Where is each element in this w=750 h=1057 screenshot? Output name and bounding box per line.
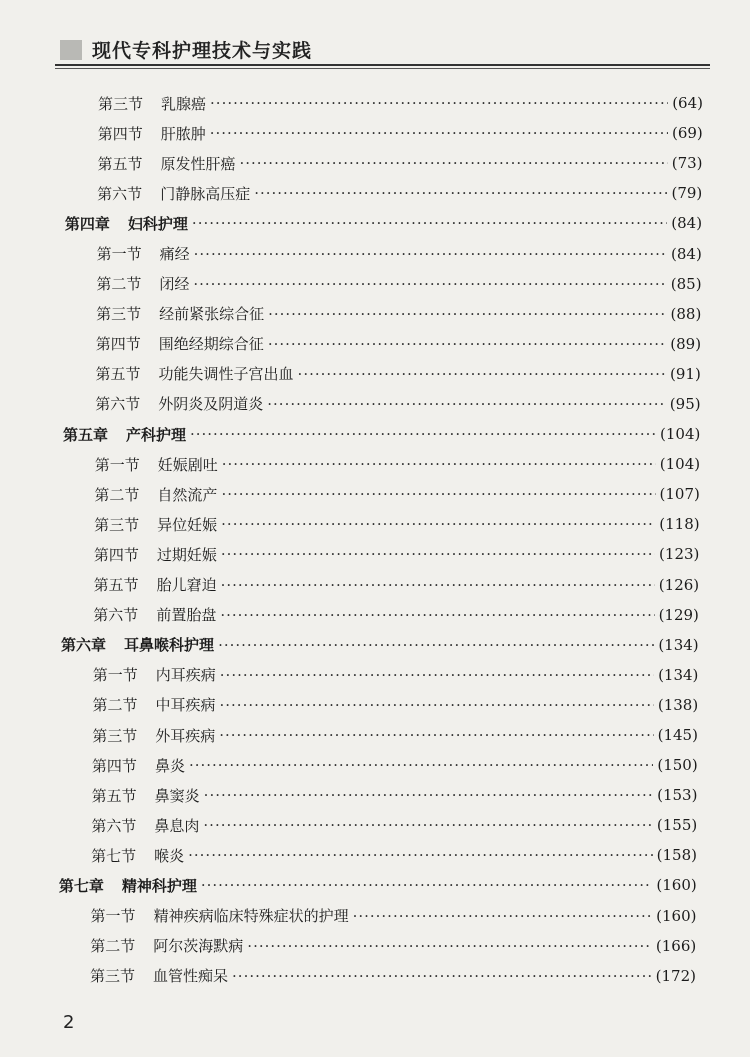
chapter-title: 妇科护理	[127, 214, 188, 233]
toc-section-row	[0, 660, 750, 690]
section-label: 第五节	[93, 576, 139, 595]
page-ref: (104)	[659, 455, 701, 474]
dot-leader	[221, 576, 655, 594]
dot-leader	[220, 606, 654, 624]
toc-section-row	[0, 479, 750, 509]
toc-section-row	[0, 509, 750, 539]
section-title: 鼻窦炎	[154, 786, 200, 805]
toc-section-row	[0, 600, 750, 630]
section-label: 第四节	[97, 124, 143, 143]
section-title: 乳腺癌	[161, 94, 207, 113]
section-title: 喉炎	[154, 846, 185, 865]
header-rule-thin	[55, 68, 710, 69]
dot-leader	[203, 816, 652, 834]
section-title: 过期妊娠	[156, 545, 217, 564]
toc-section-row	[0, 961, 750, 991]
page-ref: (158)	[656, 846, 697, 865]
book-title: 现代专科护理技术与实践	[92, 40, 313, 62]
section-title: 妊娠剧吐	[157, 455, 218, 474]
dot-leader	[221, 515, 655, 533]
dot-leader	[353, 907, 653, 925]
section-label: 第四节	[93, 545, 139, 564]
section-label: 第一节	[90, 907, 136, 926]
dot-leader	[268, 305, 666, 323]
section-label: 第六节	[91, 816, 137, 835]
section-label: 第三节	[96, 305, 142, 324]
toc-section-row	[0, 148, 750, 178]
toc-section-row	[0, 750, 750, 780]
page-ref: (107)	[659, 485, 700, 504]
section-title: 围绝经期综合征	[158, 335, 264, 354]
section-label: 第三节	[94, 515, 140, 534]
section-title: 门静脉高压症	[160, 184, 251, 203]
page-ref: (69)	[671, 124, 703, 143]
section-label: 第二节	[90, 937, 136, 956]
dot-leader	[254, 184, 667, 202]
section-title: 功能失调性子宫出血	[158, 365, 294, 384]
section-title: 自然流产	[157, 485, 218, 504]
section-title: 外耳疾病	[155, 726, 216, 745]
section-label: 第五节	[95, 365, 141, 384]
toc-section-row	[0, 269, 750, 299]
table-of-contents	[0, 88, 750, 991]
toc-section-row	[0, 178, 750, 208]
section-title: 血管性痴呆	[153, 967, 229, 986]
page-ref: (85)	[670, 274, 702, 293]
page-ref: (104)	[660, 425, 701, 444]
dot-leader	[267, 395, 666, 413]
section-title: 鼻炎	[154, 756, 185, 775]
page-number: 2	[63, 1012, 75, 1033]
dot-leader	[232, 967, 652, 985]
section-label: 第一节	[92, 666, 138, 685]
dot-leader	[298, 365, 666, 383]
toc-section-row	[0, 539, 750, 569]
dot-leader	[194, 245, 667, 263]
section-title: 原发性肝癌	[160, 154, 236, 173]
section-title: 内耳疾病	[155, 666, 216, 685]
section-label: 第二节	[96, 275, 142, 294]
section-title: 经前紧张综合征	[159, 305, 265, 324]
chapter-label: 第五章	[62, 425, 108, 444]
page-ref: (126)	[658, 575, 700, 594]
section-label: 第六节	[95, 395, 141, 414]
section-title: 精神疾病临床特殊症状的护理	[153, 907, 349, 926]
dot-leader	[204, 786, 653, 804]
toc-chapter-row	[0, 630, 750, 660]
page-ref: (95)	[669, 394, 701, 413]
section-label: 第六节	[93, 606, 139, 625]
page-ref: (73)	[671, 154, 703, 173]
page-ref: (79)	[671, 184, 703, 203]
toc-section-row	[0, 299, 750, 329]
dot-leader	[219, 726, 653, 744]
section-label: 第五节	[97, 154, 143, 173]
toc-section-row	[0, 88, 750, 118]
page-ref: (172)	[655, 966, 696, 985]
toc-section-row	[0, 329, 750, 359]
dot-leader	[218, 636, 654, 654]
section-label: 第七节	[91, 846, 137, 865]
toc-section-row	[0, 389, 750, 419]
page-ref: (134)	[658, 665, 699, 684]
section-label: 第四节	[91, 756, 137, 775]
dot-leader	[192, 214, 667, 232]
dot-leader	[188, 846, 653, 864]
toc-section-row	[0, 359, 750, 389]
dot-leader	[220, 696, 654, 714]
page-ref: (84)	[671, 244, 702, 263]
dot-leader	[210, 124, 668, 142]
toc-section-row	[0, 840, 750, 870]
section-title: 中耳疾病	[155, 696, 216, 715]
toc-chapter-row	[0, 870, 750, 900]
section-label: 第二节	[94, 485, 140, 504]
header-decor-block	[60, 40, 82, 60]
toc-section-row	[0, 690, 750, 720]
toc-section-row	[0, 449, 750, 479]
section-label: 第三节	[98, 94, 144, 113]
dot-leader	[247, 937, 652, 955]
page-ref: (150)	[657, 756, 698, 775]
dot-leader	[189, 756, 653, 774]
dot-leader	[210, 94, 668, 112]
toc-chapter-row	[0, 419, 750, 449]
section-title: 闭经	[159, 275, 190, 294]
section-label: 第三节	[92, 726, 138, 745]
page-ref: (138)	[657, 695, 699, 714]
toc-section-row	[0, 570, 750, 600]
header-rule	[55, 64, 710, 66]
section-title: 异位妊娠	[157, 515, 218, 534]
toc-section-row	[0, 238, 750, 268]
section-label: 第三节	[90, 967, 136, 986]
dot-leader	[201, 876, 653, 894]
section-title: 肝脓肿	[160, 124, 206, 143]
section-title: 外阴炎及阴道炎	[158, 395, 264, 414]
page-ref: (153)	[657, 786, 698, 805]
toc-section-row	[0, 780, 750, 810]
section-title: 前置胎盘	[156, 606, 217, 625]
page-ref: (89)	[670, 334, 702, 353]
page-ref: (160)	[656, 906, 697, 925]
page-ref: (145)	[657, 726, 698, 745]
section-title: 阿尔茨海默病	[153, 937, 244, 956]
page-ref: (88)	[670, 304, 702, 323]
chapter-title: 精神科护理	[121, 876, 197, 895]
dot-leader	[268, 335, 666, 353]
running-header	[0, 0, 750, 70]
section-title: 痛经	[159, 245, 190, 264]
toc-section-row	[0, 931, 750, 961]
section-label: 第五节	[91, 786, 137, 805]
toc-section-row	[0, 810, 750, 840]
chapter-title: 产科护理	[125, 425, 186, 444]
chapter-label: 第六章	[61, 636, 107, 655]
dot-leader	[193, 275, 666, 293]
toc-section-row	[0, 901, 750, 931]
page-ref: (160)	[656, 876, 697, 895]
page-ref: (91)	[670, 364, 701, 383]
page-ref: (155)	[656, 816, 698, 835]
section-title: 鼻息肉	[154, 816, 200, 835]
page-ref: (166)	[655, 936, 697, 955]
page-ref: (129)	[658, 605, 699, 624]
page-ref: (118)	[659, 515, 700, 534]
section-label: 第一节	[96, 245, 142, 264]
section-label: 第四节	[95, 335, 141, 354]
toc-chapter-row	[0, 208, 750, 238]
section-label: 第二节	[92, 696, 138, 715]
page-ref: (64)	[672, 94, 703, 113]
section-label: 第六节	[97, 184, 143, 203]
page-ref: (134)	[658, 635, 699, 654]
page-ref: (123)	[659, 545, 700, 564]
chapter-title: 耳鼻喉科护理	[124, 636, 215, 655]
dot-leader	[222, 455, 656, 473]
dot-leader	[220, 666, 654, 684]
section-title: 胎儿窘迫	[156, 576, 217, 595]
toc-section-row	[0, 118, 750, 148]
dot-leader	[221, 545, 655, 563]
dot-leader	[239, 154, 667, 172]
chapter-label: 第四章	[64, 214, 110, 233]
dot-leader	[221, 485, 655, 503]
chapter-label: 第七章	[58, 876, 104, 895]
section-label: 第一节	[94, 455, 140, 474]
dot-leader	[190, 425, 656, 443]
toc-section-row	[0, 720, 750, 750]
page-ref: (84)	[671, 214, 703, 233]
